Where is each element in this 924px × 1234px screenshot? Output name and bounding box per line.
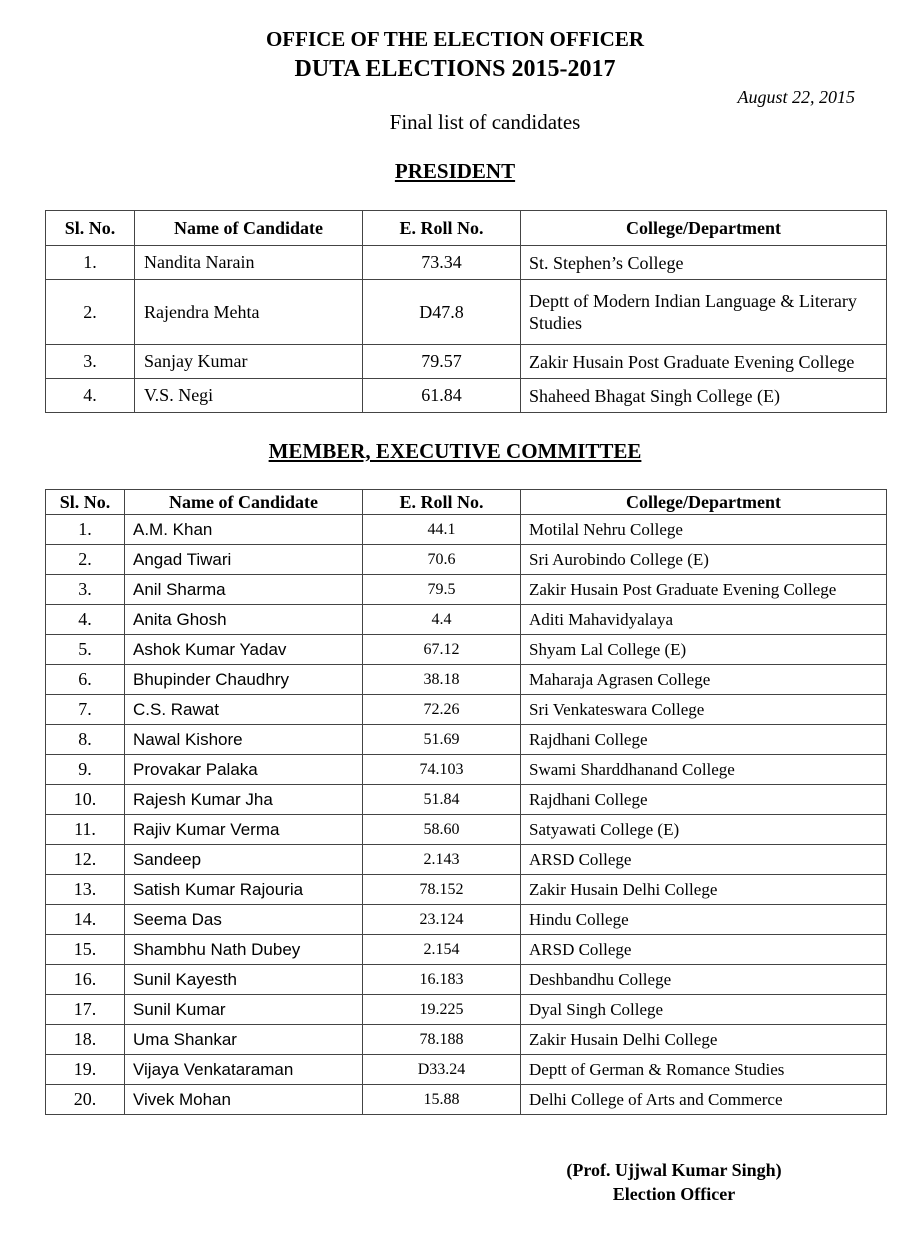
executive-committee-rows (46, 515, 887, 1115)
cell-college: Zakir Husain Delhi College (521, 875, 887, 905)
table-row (46, 935, 887, 965)
cell-college: Motilal Nehru College (521, 515, 887, 545)
cell-college: Shaheed Bhagat Singh College (E) (521, 379, 887, 413)
president-table (45, 210, 887, 413)
cell-roll: 2.143 (363, 845, 521, 875)
column-header-sl: Sl. No. (46, 211, 135, 246)
cell-name: Nawal Kishore (125, 725, 363, 755)
cell-college: ARSD College (521, 935, 887, 965)
cell-sl: 13. (46, 875, 125, 905)
cell-sl: 11. (46, 815, 125, 845)
cell-roll: 4.4 (363, 605, 521, 635)
column-header-college: College/Department (521, 211, 887, 246)
executive-committee-table (45, 489, 887, 1115)
cell-roll: 73.34 (363, 246, 521, 280)
cell-sl: 6. (46, 665, 125, 695)
table-row (46, 725, 887, 755)
cell-roll: D33.24 (363, 1055, 521, 1085)
table-row (46, 1085, 887, 1115)
cell-college: ARSD College (521, 845, 887, 875)
cell-name: Sunil Kumar (125, 995, 363, 1025)
table-row (46, 1055, 887, 1085)
column-header-roll: E. Roll No. (363, 490, 521, 515)
president-heading: PRESIDENT (394, 159, 516, 183)
cell-sl: 4. (46, 379, 135, 413)
cell-sl: 10. (46, 785, 125, 815)
cell-roll: 78.152 (363, 875, 521, 905)
table-row (46, 1025, 887, 1055)
cell-sl: 16. (46, 965, 125, 995)
table-row (46, 246, 887, 280)
column-header-name: Name of Candidate (125, 490, 363, 515)
cell-college: Deptt of German & Romance Studies (521, 1055, 887, 1085)
cell-roll: 51.84 (363, 785, 521, 815)
cell-roll: D47.8 (363, 280, 521, 345)
cell-college: Delhi College of Arts and Commerce (521, 1085, 887, 1115)
cell-college: Deshbandhu College (521, 965, 887, 995)
cell-roll: 74.103 (363, 755, 521, 785)
cell-name: Satish Kumar Rajouria (125, 875, 363, 905)
table-header-row (46, 211, 887, 246)
cell-roll: 70.6 (363, 545, 521, 575)
cell-college: Rajdhani College (521, 725, 887, 755)
cell-name: Provakar Palaka (125, 755, 363, 785)
document-date: August 22, 2015 (737, 87, 855, 107)
cell-roll: 23.124 (363, 905, 521, 935)
cell-college: Deptt of Modern Indian Language & Literary Studies (521, 280, 887, 345)
cell-roll: 58.60 (363, 815, 521, 845)
cell-college: Zakir Husain Post Graduate Evening College (521, 345, 887, 379)
cell-sl: 3. (46, 575, 125, 605)
cell-name: C.S. Rawat (125, 695, 363, 725)
table-header-row (46, 490, 887, 515)
cell-name: Seema Das (125, 905, 363, 935)
cell-college: Zakir Husain Post Graduate Evening College (521, 575, 887, 605)
cell-name: Ashok Kumar Yadav (125, 635, 363, 665)
cell-sl: 14. (46, 905, 125, 935)
cell-sl: 5. (46, 635, 125, 665)
cell-name: Sanjay Kumar (135, 345, 363, 379)
cell-sl: 7. (46, 695, 125, 725)
table-row (46, 345, 887, 379)
table-row (46, 905, 887, 935)
cell-college: Zakir Husain Delhi College (521, 1025, 887, 1055)
cell-name: Bhupinder Chaudhry (125, 665, 363, 695)
cell-roll: 67.12 (363, 635, 521, 665)
column-header-roll: E. Roll No. (363, 211, 521, 246)
cell-roll: 15.88 (363, 1085, 521, 1115)
table-row (46, 545, 887, 575)
cell-name: V.S. Negi (135, 379, 363, 413)
cell-name: Sunil Kayesth (125, 965, 363, 995)
signatory-name: (Prof. Ujjwal Kumar Singh) (566, 1160, 782, 1180)
cell-sl: 15. (46, 935, 125, 965)
cell-name: Rajendra Mehta (135, 280, 363, 345)
cell-sl: 9. (46, 755, 125, 785)
executive-committee-heading: MEMBER, EXECUTIVE COMMITTEE (268, 439, 642, 463)
table-row (46, 845, 887, 875)
cell-roll: 2.154 (363, 935, 521, 965)
column-header-name: Name of Candidate (135, 211, 363, 246)
table-row (46, 280, 887, 345)
cell-sl: 18. (46, 1025, 125, 1055)
table-row (46, 665, 887, 695)
table-row (46, 379, 887, 413)
cell-sl: 8. (46, 725, 125, 755)
cell-sl: 17. (46, 995, 125, 1025)
cell-name: Vijaya Venkataraman (125, 1055, 363, 1085)
cell-name: A.M. Khan (125, 515, 363, 545)
cell-name: Uma Shankar (125, 1025, 363, 1055)
table-row (46, 815, 887, 845)
document-subtitle: Final list of candidates (389, 110, 581, 134)
cell-college: Hindu College (521, 905, 887, 935)
document-title: DUTA ELECTIONS 2015-2017 (294, 56, 616, 82)
cell-roll: 72.26 (363, 695, 521, 725)
cell-sl: 20. (46, 1085, 125, 1115)
cell-name: Vivek Mohan (125, 1085, 363, 1115)
cell-roll: 51.69 (363, 725, 521, 755)
table-row (46, 965, 887, 995)
cell-name: Angad Tiwari (125, 545, 363, 575)
table-row (46, 605, 887, 635)
cell-name: Sandeep (125, 845, 363, 875)
cell-college: Sri Venkateswara College (521, 695, 887, 725)
table-row (46, 875, 887, 905)
cell-name: Rajesh Kumar Jha (125, 785, 363, 815)
table-row (46, 635, 887, 665)
cell-sl: 1. (46, 246, 135, 280)
cell-name: Rajiv Kumar Verma (125, 815, 363, 845)
cell-roll: 16.183 (363, 965, 521, 995)
cell-roll: 79.5 (363, 575, 521, 605)
cell-roll: 78.188 (363, 1025, 521, 1055)
signatory-designation: Election Officer (612, 1184, 736, 1204)
cell-roll: 19.225 (363, 995, 521, 1025)
table-row (46, 755, 887, 785)
table-row (46, 695, 887, 725)
table-row (46, 995, 887, 1025)
cell-name: Shambhu Nath Dubey (125, 935, 363, 965)
cell-roll: 44.1 (363, 515, 521, 545)
cell-college: St. Stephen’s College (521, 246, 887, 280)
cell-college: Sri Aurobindo College (E) (521, 545, 887, 575)
column-header-sl: Sl. No. (46, 490, 125, 515)
cell-college: Maharaja Agrasen College (521, 665, 887, 695)
office-heading: OFFICE OF THE ELECTION OFFICER (265, 27, 645, 51)
table-row (46, 575, 887, 605)
cell-sl: 19. (46, 1055, 125, 1085)
cell-college: Shyam Lal College (E) (521, 635, 887, 665)
cell-sl: 2. (46, 545, 125, 575)
table-row (46, 785, 887, 815)
cell-college: Rajdhani College (521, 785, 887, 815)
cell-name: Anil Sharma (125, 575, 363, 605)
cell-college: Swami Sharddhanand College (521, 755, 887, 785)
cell-roll: 38.18 (363, 665, 521, 695)
cell-sl: 2. (46, 280, 135, 345)
cell-sl: 4. (46, 605, 125, 635)
cell-sl: 3. (46, 345, 135, 379)
cell-sl: 1. (46, 515, 125, 545)
cell-name: Nandita Narain (135, 246, 363, 280)
cell-college: Dyal Singh College (521, 995, 887, 1025)
table-row (46, 515, 887, 545)
cell-college: Satyawati College (E) (521, 815, 887, 845)
cell-roll: 79.57 (363, 345, 521, 379)
cell-name: Anita Ghosh (125, 605, 363, 635)
cell-college: Aditi Mahavidyalaya (521, 605, 887, 635)
cell-roll: 61.84 (363, 379, 521, 413)
cell-sl: 12. (46, 845, 125, 875)
column-header-college: College/Department (521, 490, 887, 515)
